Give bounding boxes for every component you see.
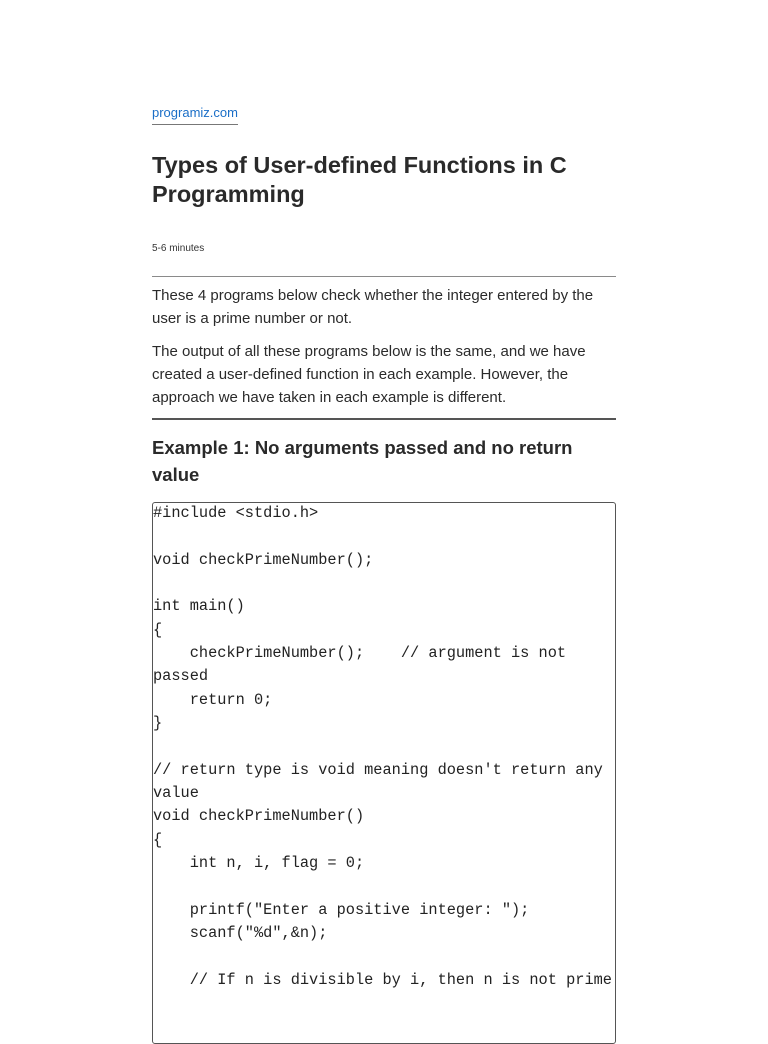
source-link[interactable]: programiz.com — [152, 105, 238, 125]
section-divider — [152, 418, 616, 420]
example-heading: Example 1: No arguments passed and no return value — [152, 437, 573, 485]
page-title: Types of User-defined Functions in C Programming — [152, 152, 567, 207]
divider — [152, 276, 616, 277]
read-time: 5-6 minutes — [152, 243, 205, 254]
code-listing: #include <stdio.h> void checkPrimeNumber(); int main() { checkPrimeNumber(); // argument is not passed return 0; } // return type is void meaning doesn't return any value void checkPrimeNumber() { int n, i, flag = 0; printf("Enter a positive integer: "); scanf("%d",&n); // If n is divisible by i, then n is not prime — [153, 504, 612, 989]
output-paragraph: The output of all these programs below is the same, and we have created a user-defined function in each example. However, the approach we have taken in each example is different. — [152, 343, 586, 406]
intro-paragraph: These 4 programs below check whether the integer entered by the user is a prime number or not. — [152, 287, 594, 327]
code-block — [152, 502, 616, 1044]
